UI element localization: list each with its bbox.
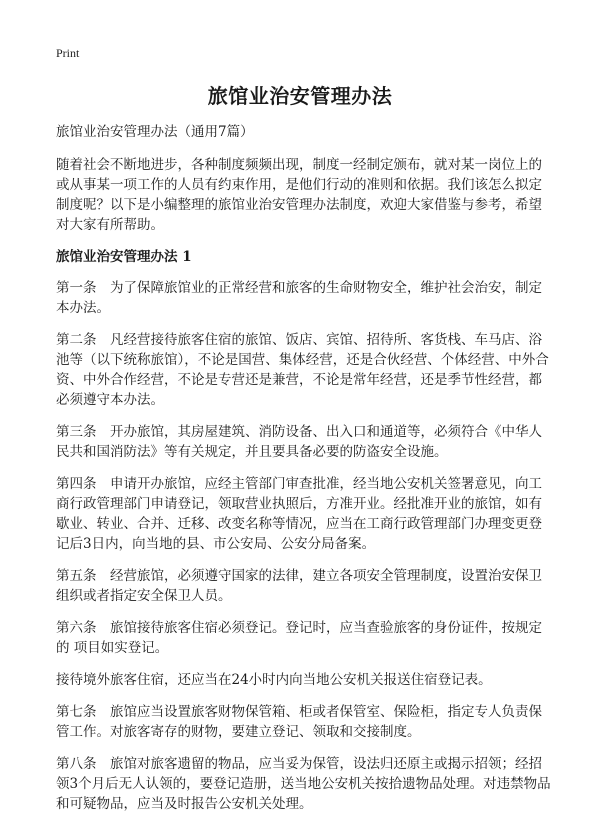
- article-paragraph: 第五条 经营旅馆，必须遵守国家的法律，建立各项安全管理制度，设置治安保卫组织或者指定安全保卫人员。: [56, 568, 542, 604]
- article-paragraph: 第四条 申请开办旅馆，应经主管部门审查批准，经当地公安机关签署意见，向工商行政管理部门申请登记，领取营业执照后，方准开业。经批准开业的旅馆，如有歇业、转业、合并、迁移、改变名称等情况，应当在工商行政管理部门办理变更登记后3日内，向当地的县、市公安局、公安分局备案。: [56, 476, 542, 552]
- intro-paragraph: 随着社会不断地进步，各种制度频频出现，制度一经制定颁布，就对某一岗位上的或从事某一项工作的人员有约束作用，是他们行动的准则和依据。我们该怎么拟定制度呢？以下是小编整理的旅馆业治安管理办法制度，欢迎大家借鉴与参考，希望对大家有所帮助。: [56, 157, 542, 233]
- document-subtitle: 旅馆业治安管理办法（通用7篇）: [56, 124, 254, 140]
- article-paragraph: 第六条 旅馆接待旅客住宿必须登记。登记时，应当查验旅客的身份证件，按规定的 项目如实登记。: [56, 620, 542, 656]
- article-paragraph: 第一条 为了保障旅馆业的正常经营和旅客的生命财物安全，维护社会治安，制定本办法。: [56, 280, 542, 316]
- document-body: [56, 122, 552, 826]
- article-paragraph: 接待境外旅客住宿，还应当在24小时内向当地公安机关报送住宿登记表。: [56, 672, 492, 688]
- article-paragraph: 第八条 旅馆对旅客遗留的物品，应当妥为保管，设法归还原主或揭示招领；经招领3个月后无人认领的，要登记造册，送当地公安机关按拾遗物品处理。对违禁物品和可疑物品，应当及时报告公安机关处理。: [56, 756, 551, 812]
- section-heading: 旅馆业治安管理办法 1: [56, 249, 192, 265]
- article-paragraph: 第七条 旅馆应当设置旅客财物保管箱、柜或者保管室、保险柜，指定专人负责保管工作。对旅客寄存的财物，要建立登记、领取和交接制度。: [56, 704, 542, 740]
- article-paragraph: 第三条 开办旅馆，其房屋建筑、消防设备、出入口和通道等，必须符合《中华人民共和国消防法》等有关规定，并且要具备必要的防盗安全设施。: [56, 424, 542, 460]
- print-link[interactable]: Print: [56, 46, 80, 60]
- article-paragraph: 第二条 凡经营接待旅客住宿的旅馆、饭店、宾馆、招待所、客货栈、车马店、浴池等（以下统称旅馆），不论是国营、集体经营，还是合伙经营、个体经营、中外合资、中外合作经营，不论是专营还是兼营，不论是常年经营，还是季节性经营，都必须遵守本办法。: [56, 332, 549, 408]
- page-title: 旅馆业治安管理办法: [207, 84, 393, 108]
